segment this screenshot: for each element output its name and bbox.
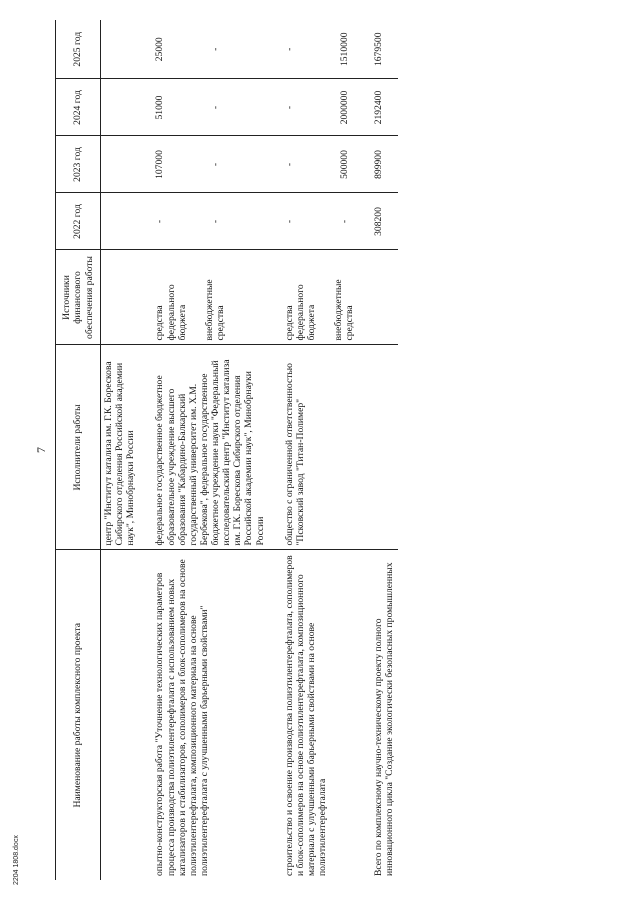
table-row-total (371, 20, 397, 880)
value: - (283, 219, 295, 224)
page-number: 7 (34, 447, 48, 453)
value: - (209, 219, 221, 224)
header-sources: Источники финансового обеспечения работы (56, 250, 101, 345)
value: - (283, 105, 295, 110)
value: 25000 (154, 37, 166, 62)
rotated-table-area (34, 20, 625, 880)
source-extrabudgetary: внебюджетные средства (203, 279, 226, 341)
value: - (209, 47, 221, 51)
row-executors: центр "Институт катализа им. Г.К. Борескова Сибирского отделения Российской академии наук", Минобрнауки России (101, 345, 139, 550)
row-2022 (282, 193, 358, 250)
row-name: опытно-конструкторская работа "Уточнение технологических параметров процесса производства полиэтилентерефталата с использованием новых катализаторов и стабилизаторов, сополимеров и блок-сополимеров на основе полиэтилентерефталата, композиционного материала на основе полиэтилентерефталата с улучшенными барьерными свойствами" (154, 559, 210, 876)
row-2025 (152, 20, 267, 79)
row-sources (101, 250, 139, 345)
header-2022: 2022 год (56, 193, 101, 250)
value: - (283, 162, 295, 167)
value: 51000 (154, 95, 166, 120)
file-code: 2204 1808.docx (13, 835, 20, 885)
row-2022: 308200 (371, 193, 397, 250)
source-federal-budget: средства федерального бюджета (154, 284, 188, 341)
table-header-row (56, 20, 101, 880)
value: - (209, 162, 221, 167)
value: - (209, 105, 221, 110)
source-extrabudgetary: внебюджетные средства (333, 279, 356, 341)
row-name (101, 550, 139, 880)
row-2023 (101, 136, 139, 193)
row-sources (152, 250, 267, 345)
header-2023: 2023 год (56, 136, 101, 193)
row-name: Всего по комплексному научно-техническому проекту полного инновационного цикла "Создание экологически безопасных промышленных (373, 562, 396, 876)
row-2022 (152, 193, 267, 250)
row-executors: федеральное государственное бюджетное образовательное учреждение высшего образования "Кабардино-Балкарский государственный университет им. Х.М. Бербекова", федеральное государственное бюджетное учреждение науки "Федеральный исследовательский центр "Институт катализа им. Г.К. Борескова Сибирского отделения Российской академии наук", Минобрнауки России (152, 345, 267, 550)
row-2023: 899900 (371, 136, 397, 193)
header-2024: 2024 год (56, 79, 101, 136)
row-executors (371, 345, 397, 550)
row-2023 (282, 136, 358, 193)
header-executors: Исполнители работы (56, 345, 101, 550)
header-name: Наименование работы комплексного проекта (56, 550, 101, 880)
row-2024 (282, 79, 358, 136)
row-sources (371, 250, 397, 345)
row-executors: общество с ограниченной ответственностью "Псковский завод "Титан-Полимер" (282, 345, 358, 550)
row-2025: 1679500 (371, 20, 397, 79)
project-works-table (55, 20, 398, 880)
row-2024 (152, 79, 267, 136)
row-2023 (152, 136, 267, 193)
value: - (283, 47, 295, 51)
source-federal-budget: средства федерального бюджета (283, 284, 317, 341)
row-2022 (101, 193, 139, 250)
value: - (154, 219, 166, 224)
table-row (101, 20, 139, 880)
row-2024 (101, 79, 139, 136)
value: 500000 (338, 150, 350, 179)
value: 1510000 (338, 32, 350, 67)
value: - (338, 219, 350, 224)
header-2025: 2025 год (56, 20, 101, 79)
row-sources (282, 250, 358, 345)
value: 107000 (154, 150, 166, 179)
row-2024: 2192400 (371, 79, 397, 136)
row-name: строительство и освоение производства полиэтилентерефталата, сополимеров и блок-сополимеров на основе полиэтилентерефталата, композиционного материала с улучшенными барьерными свойствами на основе полиэтилентерефталата (283, 555, 328, 876)
value: 2000000 (338, 90, 350, 125)
table-row (152, 20, 267, 880)
table-row (282, 20, 358, 880)
row-2025 (282, 20, 358, 79)
row-2025 (101, 20, 139, 79)
